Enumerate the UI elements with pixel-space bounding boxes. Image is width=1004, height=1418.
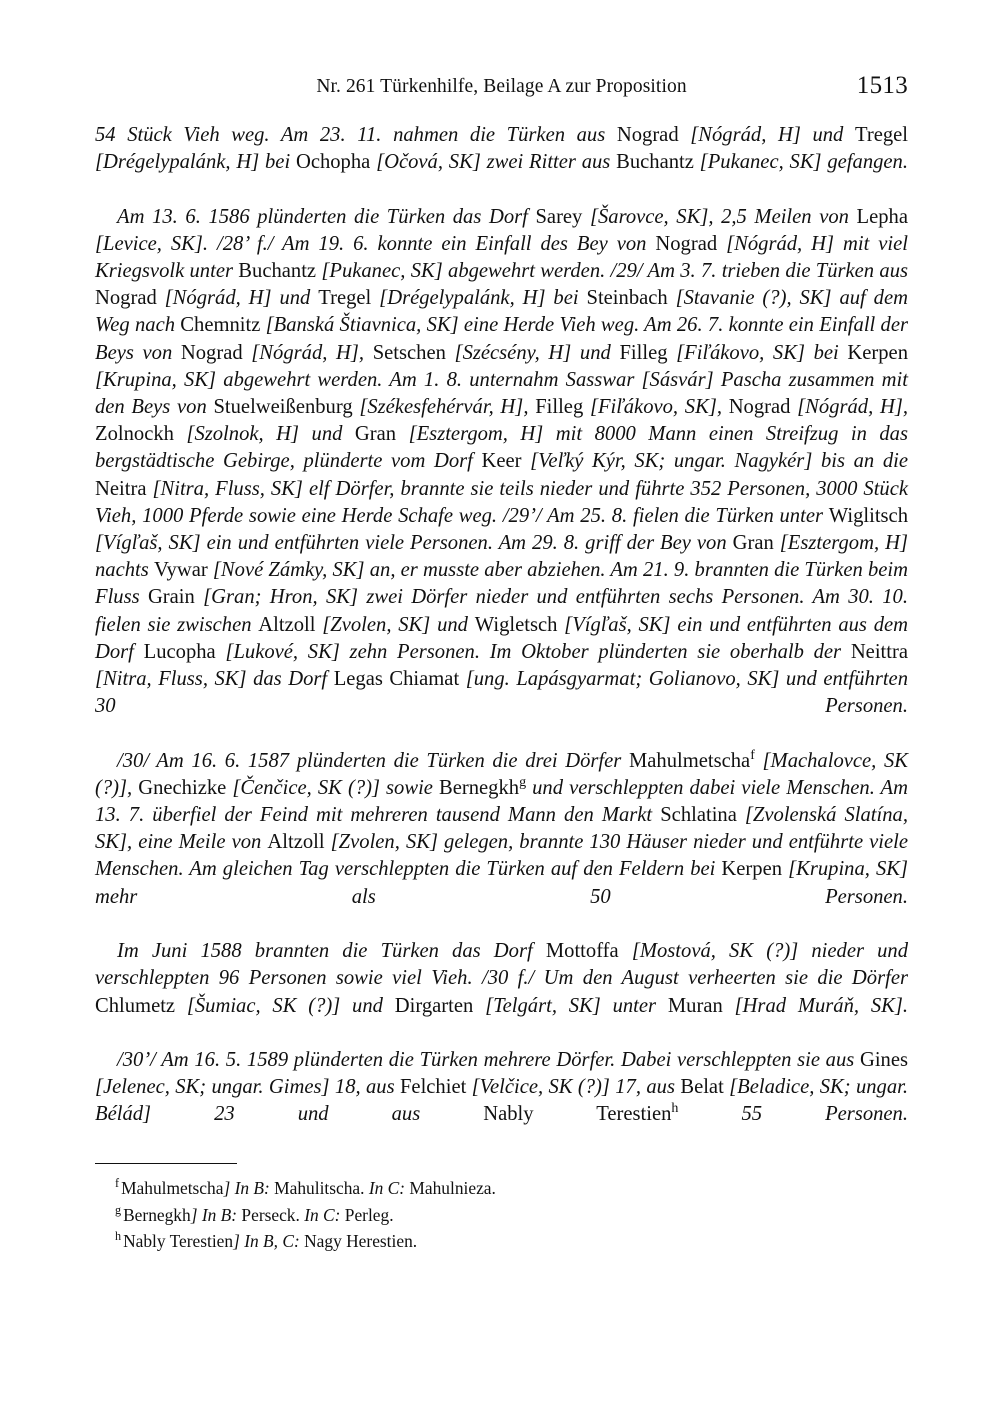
editorial-text: [Esztergom, H] nachts xyxy=(95,532,908,582)
editorial-text: [Zvolen, SK] und xyxy=(315,613,475,636)
source-name: Dirgarten xyxy=(394,994,474,1017)
editorial-text: [Levice, SK]. /28’ f./ Am 19. 6. konnte ein Einfall des Bey von xyxy=(95,232,656,255)
footnote-variant-text: Mahulitscha. xyxy=(274,1178,369,1198)
source-name: Nograd xyxy=(180,341,243,364)
editorial-text: /30’/ Am 16. 5. 1589 plünderten die Türken mehrere Dörfer. Dabei verschleppten sie aus xyxy=(117,1048,860,1071)
paragraph xyxy=(95,1047,908,1156)
footnote-marker-f[interactable]: f xyxy=(115,1176,120,1191)
source-name: Buchantz xyxy=(616,151,694,174)
footnote-variant-text: Nagy Herestien. xyxy=(304,1231,418,1251)
editorial-text: Am 13. 6. 1586 plünderten die Türken das Dorf xyxy=(117,205,536,228)
footnote-marker-h[interactable]: h xyxy=(115,1229,122,1244)
footnote-siglum-text: In C: xyxy=(368,1178,410,1198)
footnote-siglum-text: In C: xyxy=(304,1204,345,1225)
editorial-text: [Nitra, Fluss, SK] das Dorf xyxy=(95,668,334,691)
editorial-text: [Čenčice, SK (?)] sowie xyxy=(226,776,440,799)
footnote-siglum-text: ] In B, C: xyxy=(233,1231,305,1251)
source-name: Legas Chiamat xyxy=(333,668,460,691)
editorial-text: [Nové Zámky, SK] an, er musste aber abziehen. Am 21. 9. brannten die Türken beim Fluss xyxy=(95,559,908,609)
editorial-text: [Fiľákovo, SK] bei xyxy=(667,341,848,364)
source-name: Wiglitsch xyxy=(828,504,908,527)
editorial-text: [Vígľaš, SK] ein und entführten aus dem Dorf xyxy=(95,613,909,663)
editorial-text: [Šumiac, SK (?)] und xyxy=(175,994,395,1017)
source-name: Nograd xyxy=(616,124,679,146)
paragraph xyxy=(95,938,908,1047)
source-name: Setschen xyxy=(372,341,446,364)
editorial-text: [Očová, SK] zwei Ritter aus xyxy=(370,151,617,174)
footnote-variant-text: Perseck. xyxy=(241,1204,305,1225)
paragraph xyxy=(95,748,908,938)
editorial-text: [Esztergom, H] mit 8000 Mann einen Streifzug in das bergstädtische Gebirge, plünderte vom Dorf xyxy=(95,423,908,473)
footnote-marker-g[interactable]: g xyxy=(115,1202,122,1217)
source-name: Neittra xyxy=(850,640,908,663)
footnote-siglum-text: ] In B: xyxy=(190,1204,242,1225)
running-head xyxy=(95,72,908,102)
editorial-text: [Nógrád, H], xyxy=(242,341,373,364)
editorial-text: [Vígľaš, SK] ein und entführten viele Personen. Am 29. 8. griff der Bey von xyxy=(95,532,733,555)
editorial-text: [Drégelypalánk, H] bei xyxy=(371,287,587,310)
source-name: Belat xyxy=(680,1076,724,1099)
editorial-text: [Telgárt, SK] unter xyxy=(473,994,668,1017)
source-name: Sarey xyxy=(535,205,583,228)
footnote-reference-g[interactable]: g xyxy=(519,775,527,791)
footnote-variant-text: Nably Terestien xyxy=(123,1231,234,1251)
editorial-text: [Nógrád, H], xyxy=(790,396,908,419)
source-name: Gnechizke xyxy=(138,776,227,799)
source-name: Filleg xyxy=(619,341,668,364)
editorial-text: [Hrad Muráň, SK]. xyxy=(722,994,909,1017)
editorial-text: [Jelenec, SK; ungar. Gimes] 18, aus xyxy=(95,1076,400,1099)
footnote-variant-text: Perleg. xyxy=(344,1204,394,1225)
source-name: Zolnockh xyxy=(95,423,174,446)
page-number: 1513 xyxy=(856,72,908,99)
source-name: Keer xyxy=(481,450,522,473)
footnote-separator-rule xyxy=(95,1163,237,1164)
footnote-entry xyxy=(95,1203,908,1229)
source-name: Chemnitz xyxy=(180,314,261,337)
editorial-text: [Krupina, SK] mehr als 50 Personen. xyxy=(95,858,908,908)
footnote-reference-h[interactable]: h xyxy=(671,1101,679,1117)
footnote-siglum-text: ] In B: xyxy=(223,1178,275,1198)
source-name: Buchantz xyxy=(238,260,317,283)
editorial-text: [Pukanec, SK] abgewehrt werden. /29/ Am 3. 7. trieben die Türken aus xyxy=(316,260,909,283)
source-name: Muran xyxy=(667,994,723,1017)
source-name: Nograd xyxy=(95,287,157,310)
footnote-variant-text: Bernegkh xyxy=(123,1204,191,1225)
source-name: Lucopha xyxy=(143,640,216,663)
source-name: Gines xyxy=(859,1048,908,1071)
footnote-reference-f[interactable]: f xyxy=(750,747,755,763)
source-name: Tregel xyxy=(318,287,372,310)
paragraph xyxy=(95,204,908,748)
editorial-text: [Nógrád, H] mit viel Kriegsvolk unter xyxy=(95,232,908,283)
source-name: Bernegkh xyxy=(439,776,520,799)
editorial-text: [Pukanec, SK] gefangen. xyxy=(693,151,908,174)
footnote-apparatus xyxy=(95,1163,908,1256)
footnote-variant-text: Mahulmetscha xyxy=(121,1178,224,1198)
footnote-entry xyxy=(95,1176,908,1202)
source-name: Nably Terestien xyxy=(483,1103,672,1126)
paragraph xyxy=(95,122,908,204)
source-name: Tregel xyxy=(854,124,908,146)
editorial-text: [Zvolenská Slatína, SK], eine Meile von xyxy=(95,804,908,854)
running-head-title: Nr. 261 Türkenhilfe, Beilage A zur Proposition xyxy=(316,76,687,97)
editorial-text: [Fiľákovo, SK], xyxy=(583,396,729,419)
editorial-text: [ung. Lapásgyarmat; Golianovo, SK] und entführten 30 Personen. xyxy=(95,668,908,718)
editorial-text: [Drégelypalánk, H] bei xyxy=(95,151,296,174)
editorial-text: [Šarovce, SK], 2,5 Meilen von xyxy=(582,205,857,228)
editorial-text: [Machalovce, SK (?)], xyxy=(95,749,908,799)
editorial-text: /30/ Am 16. 6. 1587 plünderten die Türken die drei Dörfer xyxy=(117,749,629,772)
editorial-text: [Nitra, Fluss, SK] elf Dörfer, brannte sie teils nieder und führte 352 Personen, 3000 Stück Vieh, 1000 Pferde sowie eine Herde Schafe weg. /29’/ Am 25. 8. fielen die Türken unter xyxy=(95,477,908,527)
source-name: Gran xyxy=(732,532,774,555)
source-name: Nograd xyxy=(728,396,791,419)
source-name: Altzoll xyxy=(267,831,325,854)
footnote-list xyxy=(95,1176,908,1255)
source-name: Chlumetz xyxy=(95,994,176,1017)
editorial-text: [Szécsény, H] und xyxy=(445,341,620,364)
editorial-text: 55 Personen. xyxy=(678,1103,908,1126)
body-text xyxy=(95,122,908,1156)
editorial-text: [Nógrád, H] und xyxy=(678,124,855,146)
source-name: Grain xyxy=(147,586,195,609)
source-name: Neitra xyxy=(95,477,147,500)
editorial-text: [Velčice, SK (?)] 17, aus xyxy=(466,1076,681,1099)
source-name: Ochopha xyxy=(295,151,371,174)
editorial-text: [Krupina, SK] abgewehrt werden. Am 1. 8. unternahm Sasswar [Sásvár] Pascha zusammen mit den Beys von xyxy=(95,368,908,419)
source-name: Stuelweißenburg xyxy=(213,396,353,419)
source-name: Mahulmetscha xyxy=(628,749,751,772)
footnote-entry xyxy=(95,1229,908,1255)
source-name: Schlatina xyxy=(660,804,737,827)
editorial-text: Im Juni 1588 brannten die Türken das Dorf xyxy=(117,940,546,963)
editorial-text: [Banská Štiavnica, SK] eine Herde Vieh weg. Am 26. 7. konnte ein Einfall der Beys von xyxy=(95,314,908,364)
source-name: Gran xyxy=(354,423,397,446)
editorial-text: [Veľký Kýr, SK; ungar. Nagykér] bis an die xyxy=(521,450,908,473)
footnote-variant-text: Mahulnieza. xyxy=(409,1178,496,1198)
editorial-text: und verschleppten dabei viele Menschen. Am 13. 7. überfiel der Feind mit mehreren tausend Mann den Markt xyxy=(95,776,908,827)
source-name: Vywar xyxy=(153,559,208,582)
editorial-text: [Nógrád, H] und xyxy=(156,287,319,310)
source-name: Mottoffa xyxy=(545,940,619,963)
editorial-text: [Székesfehérvár, H], xyxy=(352,396,536,419)
editorial-text: [Lukové, SK] zehn Personen. Im Oktober plünderten sie oberhalb der xyxy=(215,640,851,663)
source-name: Wigletsch xyxy=(474,613,558,636)
editorial-text: [Mostová, SK (?)] nieder und verschleppten 96 Personen sowie viel Vieh. /30 f./ Um den August verheerten sie die Dörfer xyxy=(95,940,909,990)
editorial-text: [Szolnok, H] und xyxy=(173,423,355,446)
source-name: Felchiet xyxy=(399,1076,467,1099)
editorial-text: [Zvolen, SK] gelegen, brannte 130 Häuser nieder und entführte viele Menschen. Am gleichen Tag verschleppten die Türken auf den Feldern bei xyxy=(95,831,909,881)
source-name: Lepha xyxy=(856,205,908,228)
editorial-text: 54 Stück Vieh weg. Am 23. 11. nahmen die Türken aus xyxy=(95,124,617,146)
source-name: Steinbach xyxy=(586,287,668,310)
source-name: Nograd xyxy=(655,232,718,255)
editorial-text: [Stavanie (?), SK] auf dem Weg nach xyxy=(95,287,908,337)
source-name: Filleg xyxy=(535,396,584,419)
source-name: Kerpen xyxy=(847,341,908,364)
source-name: Kerpen xyxy=(721,858,783,881)
editorial-text: [Gran; Hron, SK] zwei Dörfer nieder und entführten sechs Personen. Am 30. 10. fielen sie zwischen xyxy=(95,586,908,636)
source-name: Altzoll xyxy=(258,613,316,636)
editorial-text: [Beladice, SK; ungar. Bélád] 23 und aus xyxy=(95,1076,909,1126)
